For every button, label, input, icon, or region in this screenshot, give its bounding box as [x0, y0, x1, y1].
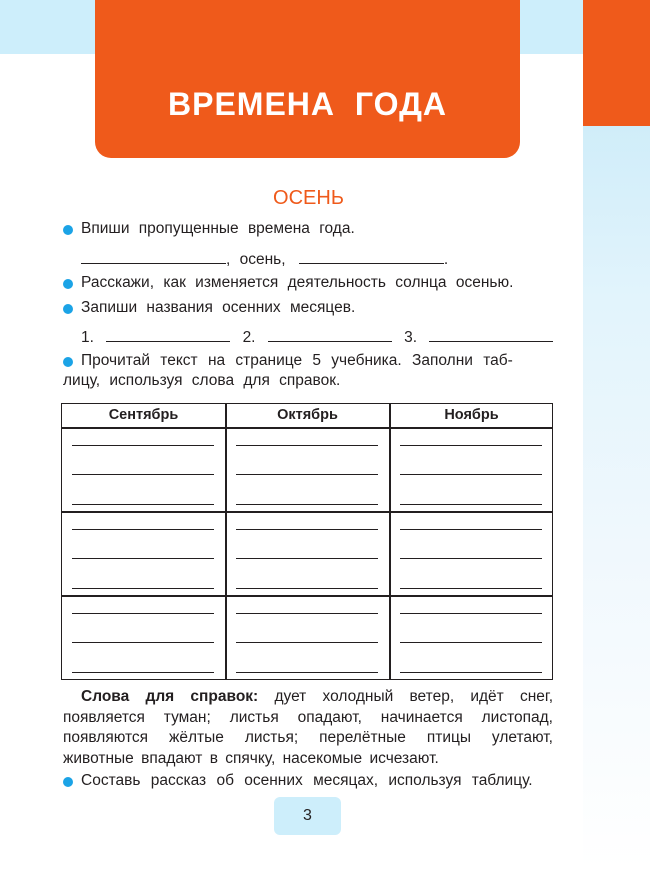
write-line[interactable] [72, 474, 214, 475]
write-line[interactable] [236, 642, 378, 643]
bullet-icon [63, 304, 73, 314]
write-line[interactable] [72, 445, 214, 446]
write-line[interactable] [400, 613, 542, 614]
write-line[interactable] [400, 504, 542, 505]
title-banner [95, 0, 520, 158]
section-title: ОСЕНЬ [273, 187, 344, 209]
write-line[interactable] [400, 474, 542, 475]
write-line[interactable] [236, 613, 378, 614]
right-decor-orange [583, 0, 650, 126]
write-line[interactable] [236, 588, 378, 589]
bullet-icon [63, 225, 73, 235]
table-divider [225, 404, 227, 679]
write-line[interactable] [236, 474, 378, 475]
write-line[interactable] [72, 613, 214, 614]
write-line[interactable] [400, 672, 542, 673]
table-divider [389, 404, 391, 679]
write-line[interactable] [236, 445, 378, 446]
write-line[interactable] [400, 558, 542, 559]
seasons-middle-text: , осень, [226, 251, 286, 268]
season-blank-1[interactable] [81, 250, 226, 264]
reference-words [63, 687, 553, 769]
task-1-text: Впиши пропущенные времена года. [81, 220, 355, 237]
write-line[interactable] [72, 642, 214, 643]
months-table [61, 403, 553, 680]
task-3-text: Запиши названия осенних месяцев. [81, 299, 356, 316]
bullet-icon [63, 777, 73, 787]
page-title: ВРЕМЕНА ГОДА [168, 86, 447, 122]
month-label-3: 3. [404, 329, 418, 346]
month-blank-1[interactable] [106, 328, 230, 342]
season-blank-2[interactable] [299, 250, 444, 264]
write-line[interactable] [400, 588, 542, 589]
seasons-fill-line [81, 250, 448, 269]
reference-text: дует холодный ветер, идёт снег, появляется туман; листья опадают, начинается листопад, появляются жёлтые листья; перелётные птицы улетают, животные впадают в спячку, насекомые исчезают. [63, 688, 553, 767]
write-line[interactable] [72, 504, 214, 505]
write-line[interactable] [72, 558, 214, 559]
write-line[interactable] [236, 504, 378, 505]
table-header-september: Сентябрь [108, 407, 179, 423]
task-2-text: Расскажи, как изменяется деятельность солнца осенью. [81, 274, 514, 291]
write-line[interactable] [72, 529, 214, 530]
table-header-november: Ноябрь [444, 407, 499, 423]
task-5-text: Составь рассказ об осенних месяцах, используя таблицу. [81, 772, 533, 789]
write-line[interactable] [236, 558, 378, 559]
task-4-text-line1: Прочитай текст на странице 5 учебника. Заполни таб- [81, 352, 513, 369]
seasons-end-text: . [443, 251, 449, 268]
write-line[interactable] [400, 445, 542, 446]
write-line[interactable] [72, 672, 214, 673]
month-label-1: 1. [81, 329, 94, 346]
table-divider [62, 511, 552, 513]
page-number: 3 [274, 797, 341, 835]
month-label-2: 2. [242, 329, 256, 346]
table-divider [62, 427, 552, 429]
months-fill-line [81, 328, 553, 347]
write-line[interactable] [236, 672, 378, 673]
write-line[interactable] [400, 642, 542, 643]
bullet-icon [63, 357, 73, 367]
right-decor-strip [583, 0, 650, 869]
table-divider [62, 595, 552, 597]
write-line[interactable] [72, 588, 214, 589]
month-blank-2[interactable] [268, 328, 392, 342]
table-header-october: Октябрь [277, 407, 338, 423]
task-4-text-line2: лицу, используя слова для справок. [63, 372, 341, 389]
write-line[interactable] [236, 529, 378, 530]
bullet-icon [63, 279, 73, 289]
reference-label: Слова для справок: [81, 688, 259, 705]
month-blank-3[interactable] [429, 328, 553, 342]
write-line[interactable] [400, 529, 542, 530]
